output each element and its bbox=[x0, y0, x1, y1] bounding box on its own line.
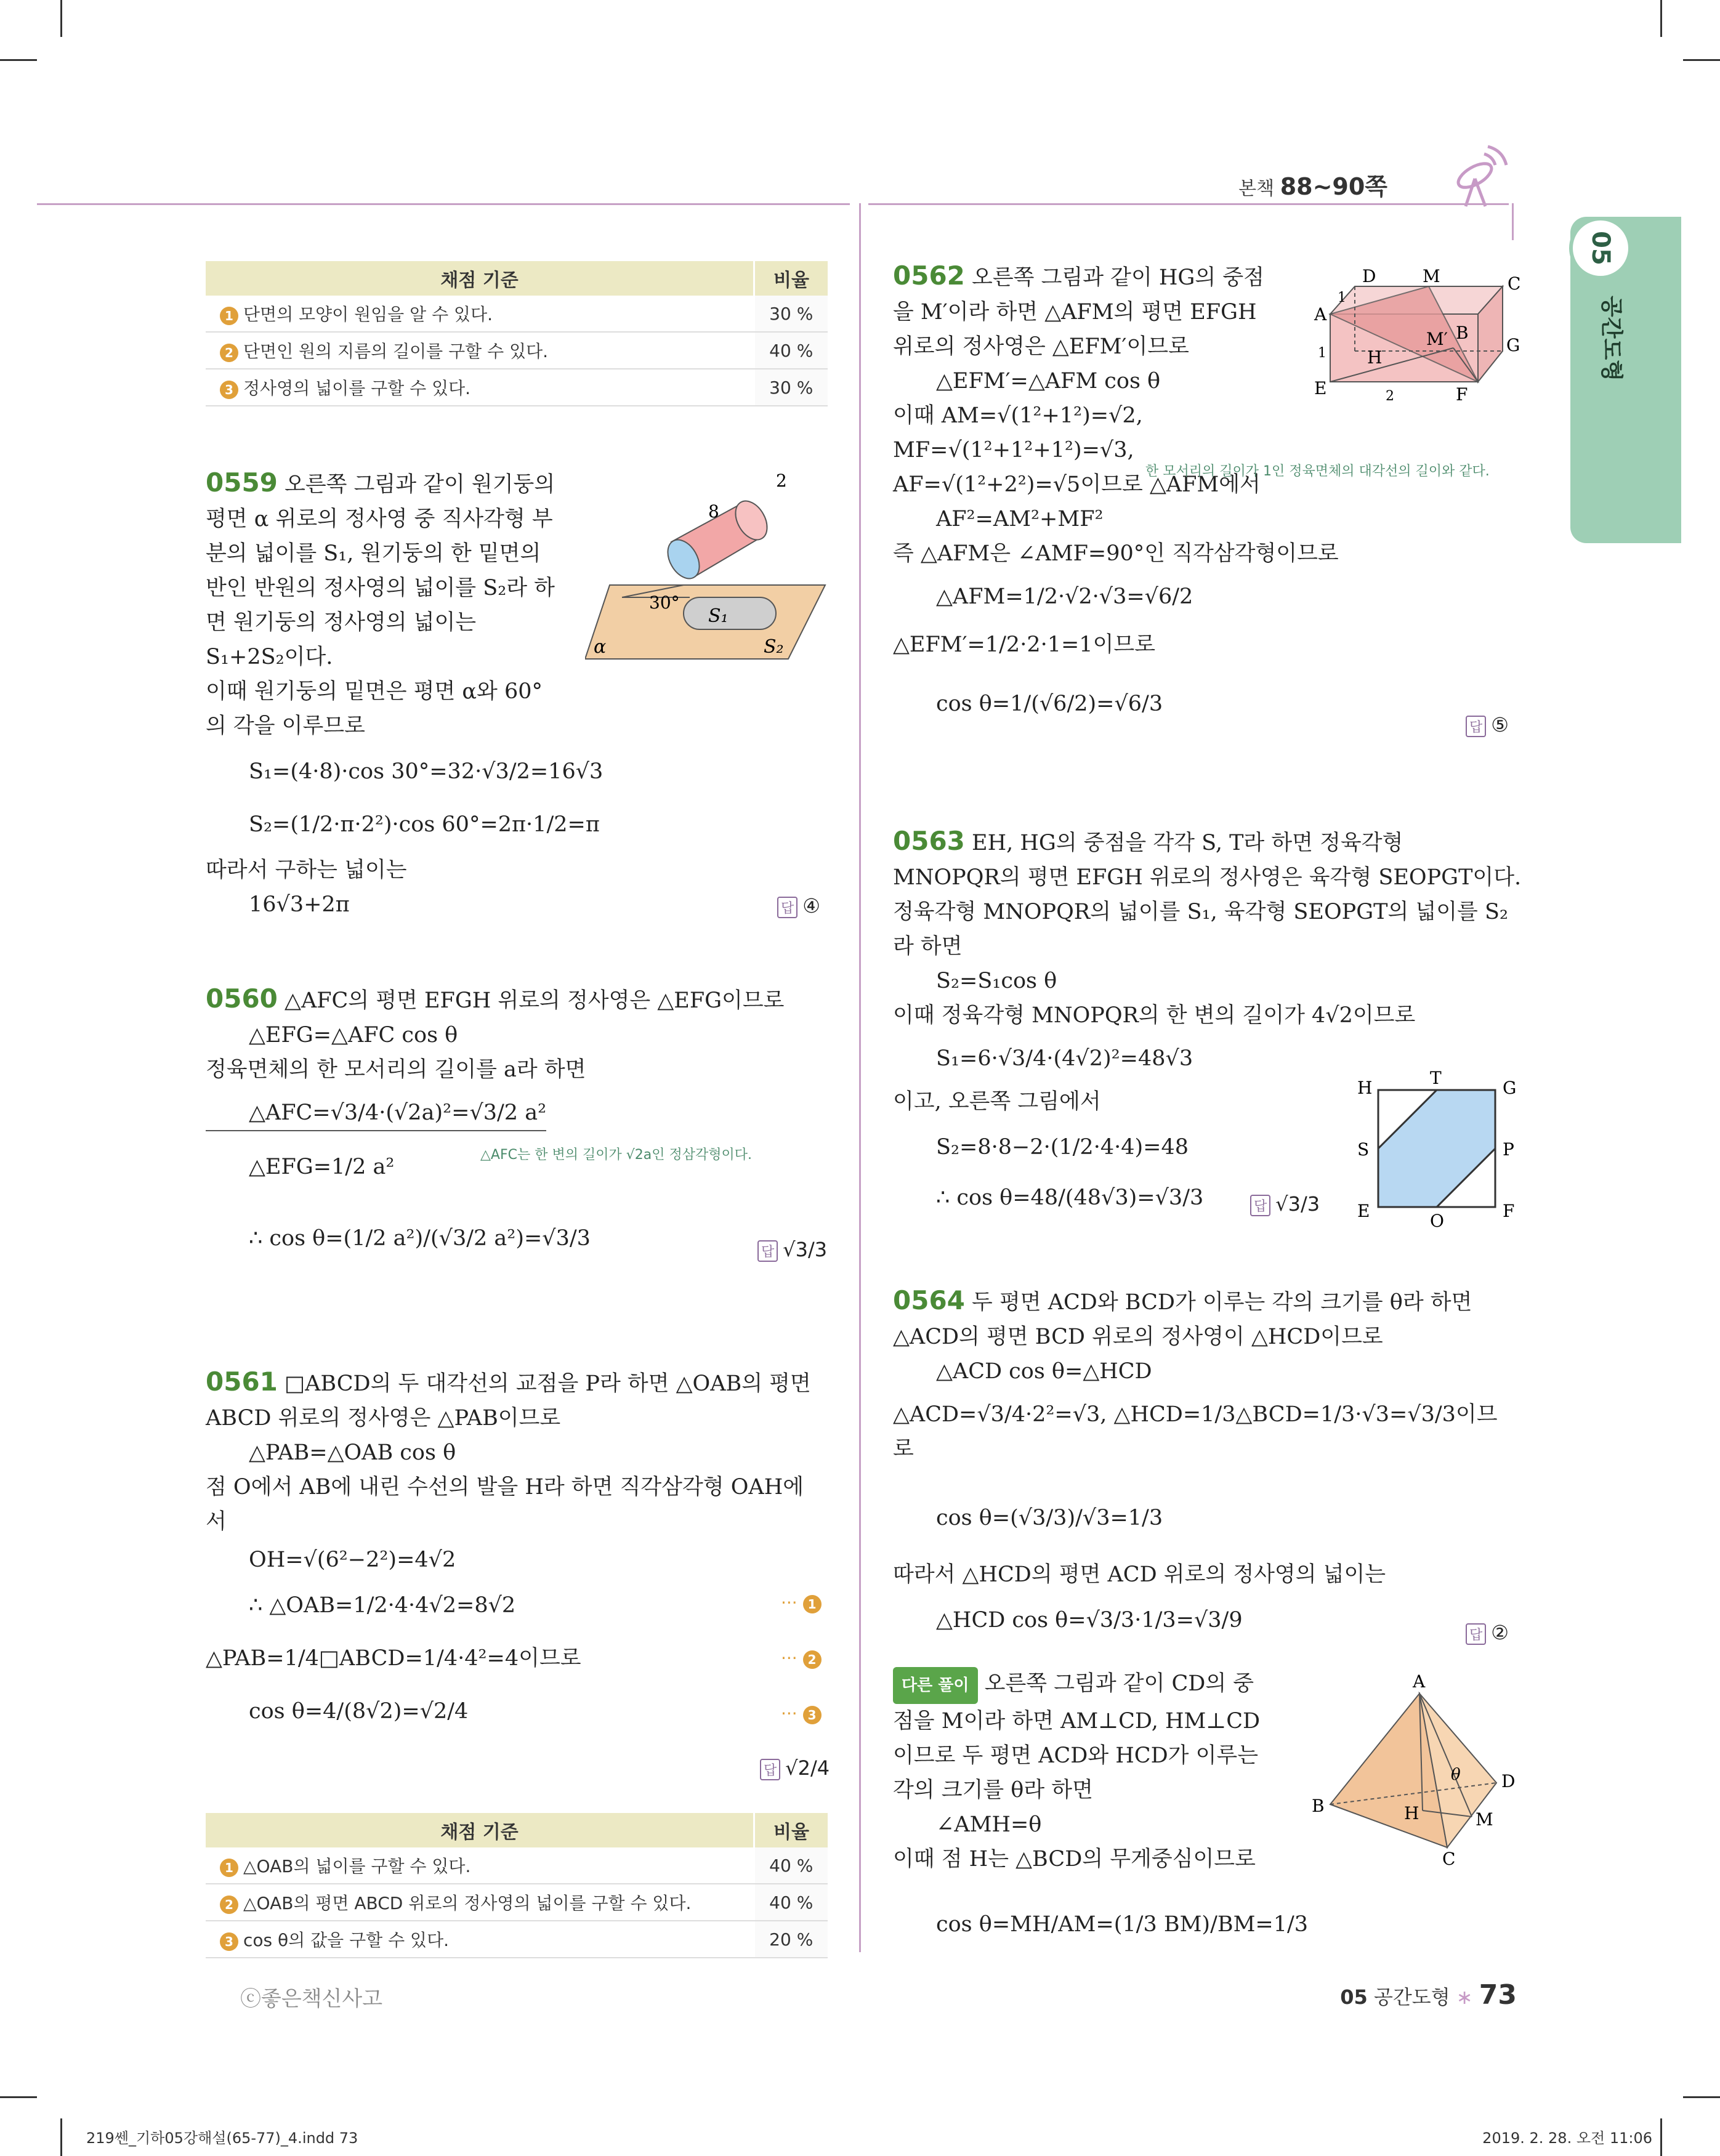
answer-value: ⑤ bbox=[1491, 713, 1509, 737]
equation-line: △HCD cos θ=√3/3·1/3=√3/9 bbox=[936, 1608, 1243, 1633]
publisher: ⓒ좋은책신사고 bbox=[240, 1987, 383, 2011]
step-badge: 2 bbox=[220, 1896, 238, 1914]
solution-line: 정육면체의 한 모서리의 길이를 a라 하면 bbox=[206, 1057, 586, 1082]
label-D: D bbox=[1362, 266, 1376, 286]
solution-line: 따라서 △HCD의 평면 ACD 위로의 정사영의 넓이는 bbox=[893, 1562, 1386, 1587]
tetrahedron-figure bbox=[1306, 1669, 1527, 1866]
table-header-ratio: 비율 bbox=[754, 1813, 828, 1847]
answer-icon: 답 bbox=[757, 1240, 778, 1262]
solution-line: 을 M′이라 하면 △AFM의 평면 EFGH bbox=[893, 300, 1257, 325]
answer-0560 bbox=[757, 1238, 827, 1262]
label-alpha: α bbox=[594, 636, 607, 658]
step-badge: 2 bbox=[803, 1650, 822, 1669]
label-S: S bbox=[1357, 1139, 1370, 1160]
square-projection-figure bbox=[1349, 1065, 1527, 1232]
solution-line: 이므로 두 평면 ACD와 HCD가 이루는 bbox=[893, 1743, 1259, 1768]
crop-mark bbox=[1660, 2118, 1662, 2156]
chapter-title: 공간도형 bbox=[1373, 1985, 1450, 2009]
label-8: 8 bbox=[708, 501, 719, 522]
chapter-number: 05 bbox=[1340, 1985, 1368, 2009]
equation-line: S₂=S₁cos θ bbox=[936, 969, 1057, 993]
solution-line: 점 O에서 AB에 내린 수선의 발을 H라 하면 직각삼각형 OAH에 bbox=[206, 1475, 804, 1500]
alternative-solution bbox=[893, 1666, 1308, 1942]
label-2: 2 bbox=[776, 470, 787, 491]
ratio-value: 30 % bbox=[754, 296, 828, 332]
solution-line: △AFC의 평면 EFGH 위로의 정사영은 △EFG이므로 bbox=[285, 988, 785, 1013]
equation-line: ∴ △OAB=1/2·4·4√2=8√2 bbox=[249, 1593, 516, 1618]
equation-line: S₂=(1/2·π·2²)·cos 60°=2π·1/2=π bbox=[249, 812, 600, 837]
page-number: 73 bbox=[1479, 1979, 1517, 2011]
label-E: E bbox=[1357, 1201, 1370, 1221]
solution-line: 이고, 오른쪽 그림에서 bbox=[893, 1089, 1101, 1114]
equation-line: △AFM=1/2·√2·√3=√6/2 bbox=[936, 584, 1193, 609]
solution-line: 로 bbox=[893, 1437, 914, 1461]
crop-mark bbox=[60, 0, 62, 37]
equation-line: △PAB=1/4□ABCD=1/4·4²=4이므로 bbox=[206, 1646, 581, 1671]
criteria-text: 단면인 원의 지름의 길이를 구할 수 있다. bbox=[243, 341, 549, 361]
answer-icon: 답 bbox=[1466, 1623, 1486, 1645]
label-B: B bbox=[1456, 323, 1469, 343]
ratio-value: 40 % bbox=[754, 332, 828, 369]
frame-line bbox=[868, 203, 1509, 205]
equation-line: OH=√(6²−2²)=4√2 bbox=[249, 1548, 456, 1572]
equation-line: S₁=(4·8)·cos 30°=32·√3/2=16√3 bbox=[249, 759, 604, 784]
criteria-text: cos θ의 값을 구할 수 있다. bbox=[243, 1930, 450, 1950]
page-reference bbox=[1238, 168, 1387, 201]
equation-line: △PAB=△OAB cos θ bbox=[249, 1440, 456, 1465]
frame-line bbox=[37, 203, 850, 205]
step-badge: 3 bbox=[803, 1706, 822, 1724]
solution-line: S₁+2S₂이다. bbox=[206, 645, 333, 669]
equation-line: △EFG=1/2 a² bbox=[249, 1155, 395, 1179]
crop-mark bbox=[0, 2096, 37, 2098]
equation-line: ∴ cos θ=48/(48√3)=√3/3 bbox=[936, 1185, 1204, 1210]
solution-line: 이때 점 H는 △BCD의 무게중심이므로 bbox=[893, 1847, 1256, 1871]
column-divider bbox=[859, 203, 861, 1952]
problem-number: 0561 bbox=[206, 1367, 278, 1397]
answer-value: √2/4 bbox=[785, 1756, 830, 1780]
table-row bbox=[206, 332, 828, 369]
crop-mark bbox=[60, 2118, 62, 2156]
solution-line: △ACD의 평면 BCD 위로의 정사영이 △HCD이므로 bbox=[893, 1325, 1383, 1349]
label-1: 1 bbox=[1338, 290, 1346, 305]
equation-line: AF²=AM²+MF² bbox=[936, 507, 1104, 531]
equation-line: ∠AMH=θ bbox=[936, 1812, 1042, 1837]
step-badge: 1 bbox=[220, 1859, 238, 1877]
problem-0561 bbox=[206, 1365, 811, 1729]
problem-0559 bbox=[206, 466, 603, 922]
equation-line: △EFG=△AFC cos θ bbox=[249, 1023, 458, 1048]
label-M: M bbox=[1423, 266, 1440, 286]
answer-value: √3/3 bbox=[783, 1238, 828, 1261]
problem-0560 bbox=[206, 982, 785, 1256]
problem-number: 0564 bbox=[893, 1285, 965, 1315]
table-row bbox=[206, 1921, 828, 1958]
label-H: H bbox=[1367, 347, 1383, 368]
crop-mark bbox=[1660, 0, 1662, 37]
solution-line: 라 하면 bbox=[893, 934, 963, 959]
label-M-prime: M′ bbox=[1426, 329, 1448, 349]
table-header-ratio: 비율 bbox=[754, 261, 828, 296]
equation-line: 이때 AM=√(1²+1²)=√2, bbox=[893, 403, 1143, 428]
label-H: H bbox=[1404, 1803, 1419, 1823]
solution-line: 정육각형 MNOPQR의 넓이를 S₁, 육각형 SEOPGT의 넓이를 S₂ bbox=[893, 900, 1508, 924]
answer-0563 bbox=[1250, 1192, 1320, 1216]
label-2: 2 bbox=[1386, 389, 1394, 404]
satellite-icon bbox=[1441, 142, 1509, 209]
scoring-table-1 bbox=[206, 261, 828, 406]
cylinder-projection-figure bbox=[585, 468, 831, 665]
label-B: B bbox=[1312, 1796, 1325, 1816]
label-s1: S₁ bbox=[708, 605, 729, 627]
answer-icon: 답 bbox=[760, 1759, 780, 1780]
table-row bbox=[206, 1884, 828, 1921]
equation-line: cos θ=MH/AM=(1/3 BM)/BM=1/3 bbox=[936, 1912, 1309, 1937]
label-O: O bbox=[1430, 1211, 1444, 1231]
equation-line: cos θ=4/(8√2)=√2/4 bbox=[249, 1699, 469, 1724]
solution-line: 오른쪽 그림과 같이 원기둥의 bbox=[285, 472, 555, 497]
cuboid-figure bbox=[1306, 259, 1527, 406]
criteria-text: 단면의 모양이 원임을 알 수 있다. bbox=[243, 304, 493, 325]
equation-line: cos θ=(√3/3)/√3=1/3 bbox=[936, 1506, 1163, 1530]
crop-mark bbox=[1683, 2096, 1720, 2098]
step-badge: 1 bbox=[220, 307, 238, 325]
problem-number: 0562 bbox=[893, 260, 965, 291]
label-1: 1 bbox=[1318, 345, 1326, 361]
answer-icon: 답 bbox=[777, 897, 797, 918]
equation-line: △AFC=√3/4·(√2a)²=√3/2 a² bbox=[206, 1096, 546, 1131]
equation-line: cos θ=1/(√6/2)=√6/3 bbox=[936, 692, 1163, 716]
table-header-criteria: 채점 기준 bbox=[206, 261, 754, 296]
page-footer: 05 공간도형 ∗ 73 bbox=[1340, 1979, 1517, 2011]
solution-line: 반인 반원의 정사영의 넓이를 S₂라 하 bbox=[206, 576, 555, 600]
answer-value: ② bbox=[1491, 1621, 1509, 1644]
ratio-value: 40 % bbox=[754, 1847, 828, 1884]
step-badge: 2 bbox=[220, 344, 238, 362]
note-0562: 한 모서리의 길이가 1인 정육면체의 대각선의 길이와 같다. bbox=[1145, 464, 1490, 479]
solution-line: 이때 정육각형 MNOPQR의 한 변의 길이가 4√2이므로 bbox=[893, 1003, 1416, 1028]
solution-line: 따라서 구하는 넓이는 bbox=[206, 858, 407, 882]
answer-icon: 답 bbox=[1466, 716, 1486, 737]
step-badge: 3 bbox=[220, 381, 238, 399]
table-row bbox=[206, 1847, 828, 1884]
label-T: T bbox=[1430, 1068, 1442, 1088]
solution-line: 이때 원기둥의 밑면은 평면 α와 60° bbox=[206, 679, 543, 704]
crop-mark bbox=[1683, 59, 1720, 61]
solution-line: 오른쪽 그림과 같이 CD의 중 bbox=[984, 1671, 1254, 1696]
step-badge: 1 bbox=[803, 1595, 822, 1613]
problem-0562 bbox=[893, 259, 1339, 721]
ratio-value: 30 % bbox=[754, 369, 828, 406]
label-C: C bbox=[1442, 1849, 1456, 1866]
ratio-value: 40 % bbox=[754, 1884, 828, 1921]
step-badge: 3 bbox=[220, 1932, 238, 1951]
label-F: F bbox=[1456, 384, 1468, 405]
equation-line: AF=√(1²+2²)=√5이므로 △AFM에서 bbox=[893, 472, 1261, 497]
solution-line: 의 각을 이루므로 bbox=[206, 714, 365, 738]
table-row bbox=[206, 296, 828, 332]
label-theta: θ bbox=[1451, 1766, 1461, 1784]
problem-number: 0559 bbox=[206, 467, 278, 498]
solution-line: 위로의 정사영은 △EFM′이므로 bbox=[893, 334, 1189, 359]
solution-line: 면 원기둥의 정사영의 넓이는 bbox=[206, 610, 477, 635]
chapter-tab-title: 공간도형 bbox=[1599, 296, 1624, 382]
problem-0564 bbox=[893, 1283, 1498, 1637]
equation-line: △ACD cos θ=△HCD bbox=[936, 1359, 1152, 1384]
table-header-criteria: 채점 기준 bbox=[206, 1813, 754, 1847]
equation-line: △EFM′=△AFM cos θ bbox=[936, 369, 1161, 394]
chapter-tab-number: 05 bbox=[1569, 217, 1632, 280]
step-marker: ··· 2 bbox=[781, 1648, 822, 1669]
solution-line: □ABCD의 두 대각선의 교점을 P라 하면 △OAB의 평면 bbox=[285, 1371, 811, 1396]
crop-mark bbox=[0, 59, 37, 61]
label-30deg: 30° bbox=[649, 592, 680, 613]
step-marker: ··· 3 bbox=[781, 1703, 822, 1724]
label-A: A bbox=[1314, 304, 1327, 325]
answer-0562 bbox=[1466, 713, 1509, 737]
solution-line: 서 bbox=[206, 1509, 227, 1534]
table-row bbox=[206, 369, 828, 406]
solution-line: 분의 넓이를 S₁, 원기둥의 한 밑면의 bbox=[206, 541, 541, 566]
solution-line: 평면 α 위로의 정사영 중 직사각형 부 bbox=[206, 507, 553, 531]
solution-line: EH, HG의 중점을 각각 S, T라 하면 정육각형 bbox=[972, 831, 1403, 855]
criteria-text: △OAB의 넓이를 구할 수 있다. bbox=[243, 1856, 471, 1876]
answer-0564 bbox=[1466, 1621, 1509, 1645]
note-0560: △AFC는 한 변의 길이가 √2a인 정삼각형이다. bbox=[480, 1147, 752, 1163]
criteria-text: 정사영의 넓이를 구할 수 있다. bbox=[243, 378, 471, 398]
label-F: F bbox=[1503, 1201, 1515, 1221]
label-M: M bbox=[1476, 1809, 1493, 1830]
answer-icon: 답 bbox=[1250, 1195, 1270, 1216]
solution-line: 각의 크기를 θ라 하면 bbox=[893, 1778, 1093, 1803]
label-H: H bbox=[1357, 1078, 1373, 1098]
criteria-text: △OAB의 평면 ABCD 위로의 정사영의 넓이를 구할 수 있다. bbox=[243, 1893, 692, 1913]
solution-line: 즉 △AFM은 ∠AMF=90°인 직각삼각형이므로 bbox=[893, 541, 1339, 566]
answer-value: ④ bbox=[802, 894, 820, 918]
label-P: P bbox=[1503, 1139, 1514, 1160]
equation-line: MF=√(1²+1²+1²)=√3, bbox=[893, 438, 1134, 462]
equation-line: △ACD=√3/4·2²=√3, △HCD=1/3△BCD=1/3·√3=√3/3이므 bbox=[893, 1402, 1498, 1427]
solution-line: 점을 M이라 하면 AM⊥CD, HM⊥CD bbox=[893, 1709, 1261, 1734]
label-G: G bbox=[1506, 335, 1520, 355]
equation-line: S₂=8·8−2·(1/2·4·4)=48 bbox=[936, 1135, 1189, 1160]
answer-0561 bbox=[760, 1756, 830, 1780]
ratio-value: 20 % bbox=[754, 1921, 828, 1958]
equation-line: 16√3+2π bbox=[249, 892, 350, 917]
ref-prefix: 본책 bbox=[1238, 178, 1275, 200]
step-marker: ··· 1 bbox=[781, 1593, 822, 1613]
problem-number: 0563 bbox=[893, 826, 965, 856]
alternative-badge: 다른 풀이 bbox=[893, 1667, 978, 1704]
equation-line: S₁=6·√3/4·(4√2)²=48√3 bbox=[936, 1046, 1193, 1071]
projection-shadow bbox=[684, 597, 776, 629]
scoring-table-2 bbox=[206, 1813, 828, 1958]
solution-line: 오른쪽 그림과 같이 HG의 중점 bbox=[972, 265, 1264, 290]
answer-0559 bbox=[777, 894, 820, 918]
label-G: G bbox=[1503, 1078, 1517, 1098]
label-D: D bbox=[1501, 1771, 1516, 1791]
solution-line: 두 평면 ACD와 BCD가 이루는 각의 크기를 θ라 하면 bbox=[972, 1290, 1472, 1315]
frame-line bbox=[1512, 203, 1514, 240]
equation-line: △EFM′=1/2·2·1=1이므로 bbox=[893, 632, 1156, 657]
equation-line: ∴ cos θ=(1/2 a²)/(√3/2 a²)=√3/3 bbox=[249, 1226, 591, 1251]
file-slug: 219쎈_기하05강해설(65-77)_4.indd 73 bbox=[86, 2130, 358, 2147]
label-E: E bbox=[1314, 378, 1327, 398]
solution-line: MNOPQR의 평면 EFGH 위로의 정사영은 육각형 SEOPGT이다. bbox=[893, 865, 1522, 890]
print-date: 2019. 2. 28. 오전 11:06 bbox=[1482, 2130, 1652, 2147]
problem-number: 0560 bbox=[206, 983, 278, 1014]
answer-value: √3/3 bbox=[1275, 1192, 1320, 1216]
label-C: C bbox=[1508, 273, 1521, 294]
solution-line: ABCD 위로의 정사영은 △PAB이므로 bbox=[206, 1406, 561, 1431]
ref-range: 88~90쪽 bbox=[1280, 173, 1387, 200]
label-A: A bbox=[1413, 1671, 1426, 1692]
label-s2: S₂ bbox=[764, 636, 784, 658]
